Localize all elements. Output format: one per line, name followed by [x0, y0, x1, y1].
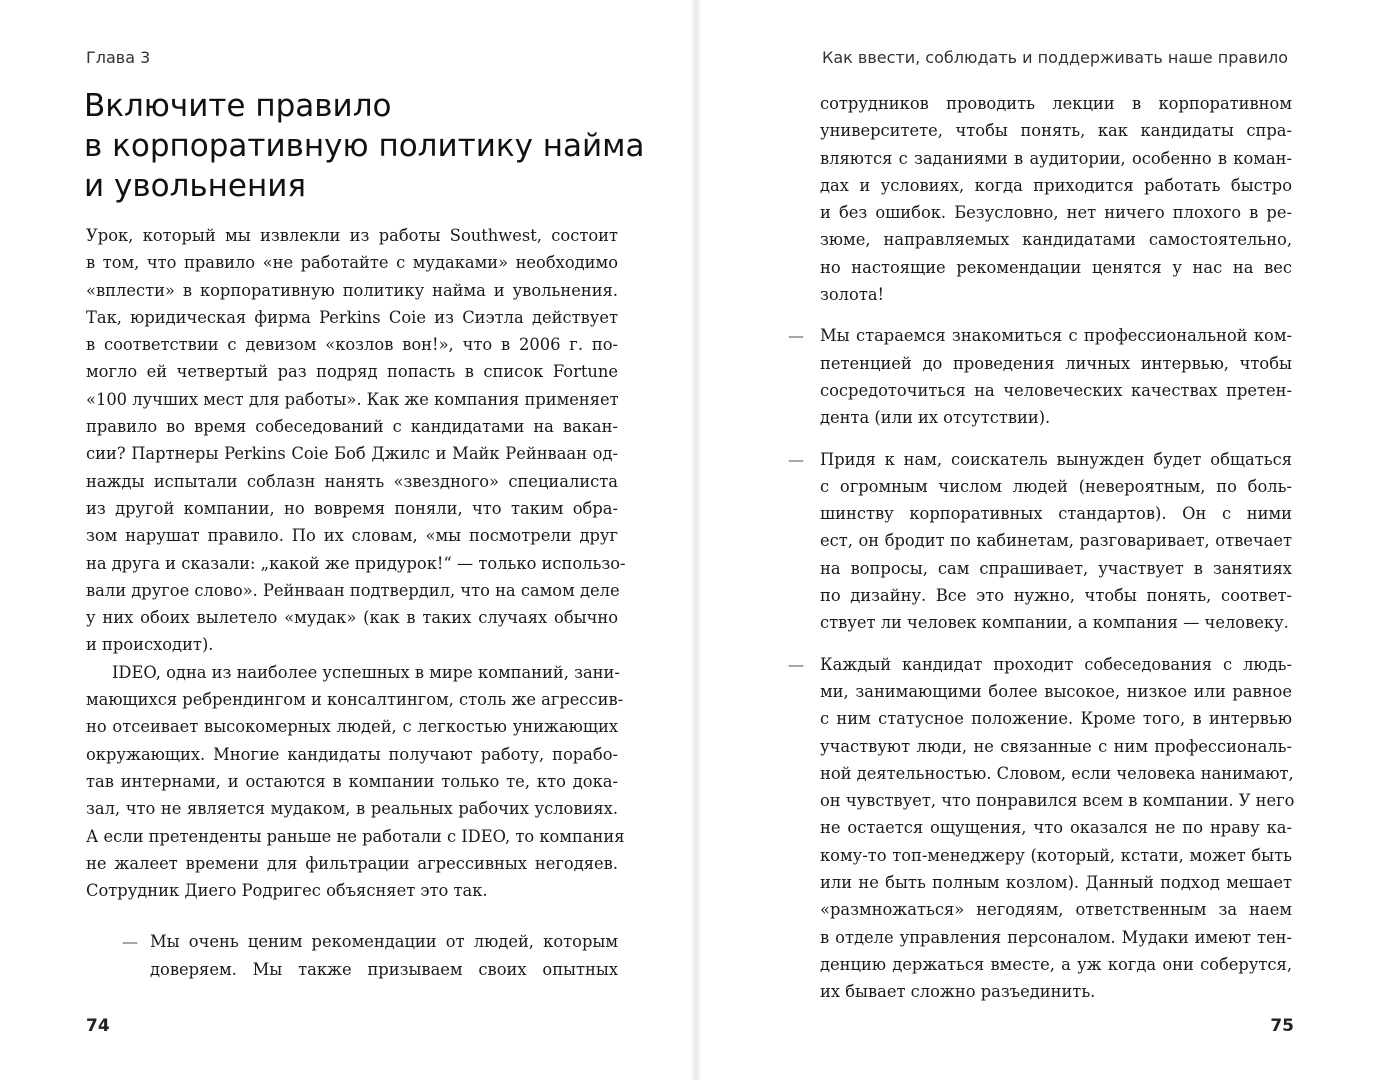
quote-continuation: [820, 90, 1292, 308]
text-line: могло ей четвертый раз подряд попасть в список Fortune: [86, 362, 618, 382]
quote-block: [86, 928, 618, 983]
quote-text: Мы очень ценим рекомендации от людей, которым: [150, 932, 618, 952]
text-line: дах и условиях, когда приходится работать быстро: [820, 175, 1292, 195]
text-line: вляются с заданиями в аудитории, особенно в коман-: [820, 148, 1292, 168]
text-line: правило во время собеседований с кандидатами на вакан-: [86, 417, 618, 437]
text-line: [788, 446, 1292, 473]
page-number: 74: [86, 1016, 110, 1036]
text-line: не жалеет времени для фильтрации агрессивных негодяев.: [86, 853, 618, 873]
dash-item-3: [788, 651, 1295, 1006]
text-line: тав интернами, и остаются в компании только те, кто дока-: [86, 771, 618, 791]
item-text: Каждый кандидат проходит собеседования с людь-: [820, 654, 1292, 674]
text-line: он чувствует, что понравился всем в компании. У него: [820, 791, 1295, 811]
text-line: по дизайну. Все это нужно, чтобы понять, соответ-: [820, 586, 1292, 606]
text-line: IDEO, одна из наиболее успешных в мире компаний, зани-: [112, 662, 620, 682]
text-line: ми, занимающими более высокое, низкое или равное: [820, 681, 1292, 701]
dash-marker: —: [788, 326, 804, 346]
text-line: или не быть полным козлом). Данный подход мешает: [820, 873, 1292, 893]
text-line: А если претенденты раньше не работали с IDEO, то компания: [86, 826, 625, 846]
text-line: и происходит).: [86, 635, 214, 655]
text-line: золота!: [820, 285, 885, 305]
text-line: в соответствии с девизом «козлов вон!», что в 2006 г. по-: [86, 335, 618, 355]
running-head-chapter: Глава 3: [86, 48, 151, 67]
text-line: «100 лучших мест для работы». Как же компания применяет: [86, 389, 619, 409]
page-number: 75: [1270, 1016, 1294, 1036]
text-line: зал, что не является мудаком, в реальных рабочих условиях.: [86, 799, 618, 819]
text-line: на друга и сказали: „какой же придурок!“ — только использо-: [86, 553, 626, 573]
text-line: кому-то топ-менеджеру (который, кстати, может быть: [820, 845, 1292, 865]
quote-line: [86, 928, 618, 955]
text-line: но отсеивает высокомерных людей, с легкостью унижающих: [86, 717, 618, 737]
text-line: зюме, направляемых кандидатами самостоятельно,: [820, 230, 1292, 250]
text-line: сосредоточиться на человеческих качествах претен-: [820, 380, 1292, 400]
text-line: сии? Партнеры Perkins Coie Боб Джилс и Майк Рейнваан од-: [86, 444, 618, 464]
item-text: Мы стараемся знакомиться с профессиональной ком-: [820, 326, 1292, 346]
right-page: [696, 0, 1392, 1080]
text-line: их бывает сложно разъединить.: [820, 982, 1096, 1002]
text-line: денцию держаться вместе, а уж когда они соберутся,: [820, 954, 1292, 974]
text-line: не остается ощущения, что оказался не по нраву ка-: [820, 818, 1292, 838]
text-line: и без ошибок. Безусловно, нет ничего плохого в ре-: [820, 203, 1292, 223]
dash-marker: —: [122, 932, 138, 952]
text-line: в отделе управления персоналом. Мудаки имеют тен-: [820, 927, 1292, 947]
text-line: Так, юридическая фирма Perkins Coie из Сиэтла действует: [86, 307, 618, 327]
paragraph-gap: [86, 904, 618, 928]
text-line: «вплести» в корпоративную политику найма и увольнения.: [86, 280, 618, 300]
text-line: [788, 322, 1292, 349]
text-line: «размножаться» негодяям, ответственным за наем: [820, 900, 1292, 920]
text-line: университете, чтобы понять, как кандидаты спра-: [820, 121, 1292, 141]
section-heading: [84, 86, 644, 206]
text-line: Урок, который мы извлекли из работы Southwest, состоит: [86, 226, 618, 245]
text-line: с огромным числом людей (невероятным, по боль-: [820, 476, 1292, 496]
text-line: мающихся ребрендингом и консалтингом, столь же агрессив-: [86, 690, 624, 710]
text-line: ест, он бродит по кабинетам, разговаривает, отвечает: [820, 531, 1292, 551]
running-head-section: Как ввести, соблюдать и поддерживать наше правило: [822, 48, 1288, 67]
heading-line: в корпоративную политику найма: [84, 128, 645, 164]
dash-item-2: [788, 446, 1292, 637]
text-line: но настоящие рекомендации ценятся у нас на вес: [820, 257, 1292, 277]
paragraph-gap: [820, 637, 1292, 651]
text-line: петенцией до проведения личных интервью, чтобы: [820, 353, 1292, 373]
paragraph-gap: [820, 308, 1292, 322]
quote-line: доверяем. Мы также призываем своих опытных: [150, 959, 618, 979]
right-body-text: [788, 90, 1295, 1006]
text-line: нажды испытали соблазн нанять «звездного» специалиста: [86, 471, 618, 491]
text-line: из другой компании, но вовремя поняли, что таким обра-: [86, 498, 618, 518]
text-line: шинству корпоративных стандартов). Он с ними: [820, 504, 1292, 524]
text-line: окружающих. Многие кандидаты получают работу, порабо-: [86, 744, 618, 764]
item-text: Придя к нам, соискатель вынужден будет общаться: [820, 449, 1292, 469]
heading-line: и увольнения: [84, 168, 307, 204]
paragraph-southwest: [86, 222, 626, 659]
text-line: сотрудников проводить лекции в корпоративном: [820, 94, 1292, 113]
text-line: зом нарушат правило. По их словам, «мы посмотрели друг: [86, 526, 618, 546]
text-line: Сотрудник Диего Родригес объясняет это так.: [86, 881, 488, 901]
heading-line: Включите правило: [84, 88, 392, 124]
text-line: у них обоих вылетело «мудак» (как в таких случаях обычно: [86, 608, 618, 628]
left-body-text: [86, 222, 626, 983]
paragraph-ideo: [86, 659, 625, 905]
text-line: с ним статусное положение. Кроме того, в интервью: [820, 709, 1292, 729]
paragraph-gap: [820, 432, 1292, 446]
dash-item-1: [788, 322, 1292, 431]
text-line: в том, что правило «не работайте с мудаками» необходимо: [86, 253, 618, 273]
text-line: [788, 651, 1292, 678]
text-line: ной деятельностью. Словом, если человека нанимают,: [820, 763, 1294, 783]
dash-marker: —: [788, 654, 804, 674]
dash-marker: —: [788, 449, 804, 469]
text-line: вали другое слово». Рейнваан подтвердил, что на самом деле: [86, 580, 620, 600]
text-line: участвуют люди, не связанные с ним профессиональ-: [820, 736, 1292, 756]
text-line: на вопросы, сам спрашивает, участвует в занятиях: [820, 558, 1292, 578]
text-line: ствует ли человек компании, а компания — человеку.: [820, 613, 1289, 633]
text-line: дента (или их отсутствии).: [820, 408, 1051, 428]
